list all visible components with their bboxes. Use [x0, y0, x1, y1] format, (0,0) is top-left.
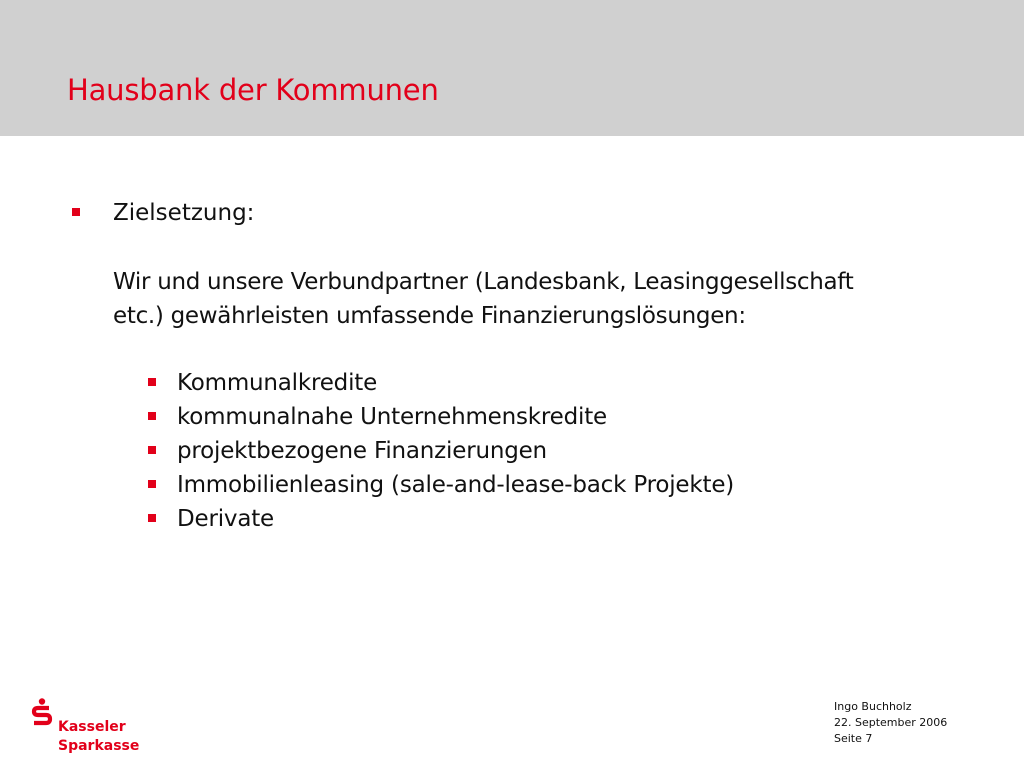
sparkasse-s-icon — [31, 698, 53, 728]
footer-author: Ingo Buchholz — [834, 700, 912, 713]
bullet-marker — [148, 514, 156, 522]
slide-title: Hausbank der Kommunen — [67, 73, 439, 107]
bullet-marker — [72, 208, 80, 216]
footer-date: 22. September 2006 — [834, 716, 948, 729]
bullet-marker — [148, 412, 156, 420]
main-bullet-text: Zielsetzung: — [113, 200, 255, 226]
list-item-text: Immobilienleasing (sale-and-lease-back Projekte) — [177, 472, 735, 498]
objective-paragraph — [113, 265, 973, 333]
footer-page-number: Seite 7 — [834, 732, 873, 745]
logo-text — [58, 718, 139, 756]
bullet-marker — [148, 480, 156, 488]
logo-line-2: Sparkasse — [58, 738, 140, 754]
paragraph-line-1: Wir und unsere Verbundpartner (Landesbank, Leasinggesellschaft — [113, 269, 854, 295]
paragraph-line-2: etc.) gewährleisten umfassende Finanzierungslösungen: — [113, 303, 746, 329]
bullet-marker — [148, 378, 156, 386]
list-item-text: Kommunalkredite — [177, 370, 378, 396]
footer-info — [834, 699, 947, 747]
list-item-text: Derivate — [177, 506, 274, 532]
list-item-text: projektbezogene Finanzierungen — [177, 438, 547, 464]
bullet-marker — [148, 446, 156, 454]
list-item-text: kommunalnahe Unternehmenskredite — [177, 404, 607, 430]
header-band — [0, 0, 1024, 136]
logo-line-1: Kasseler — [58, 719, 126, 735]
